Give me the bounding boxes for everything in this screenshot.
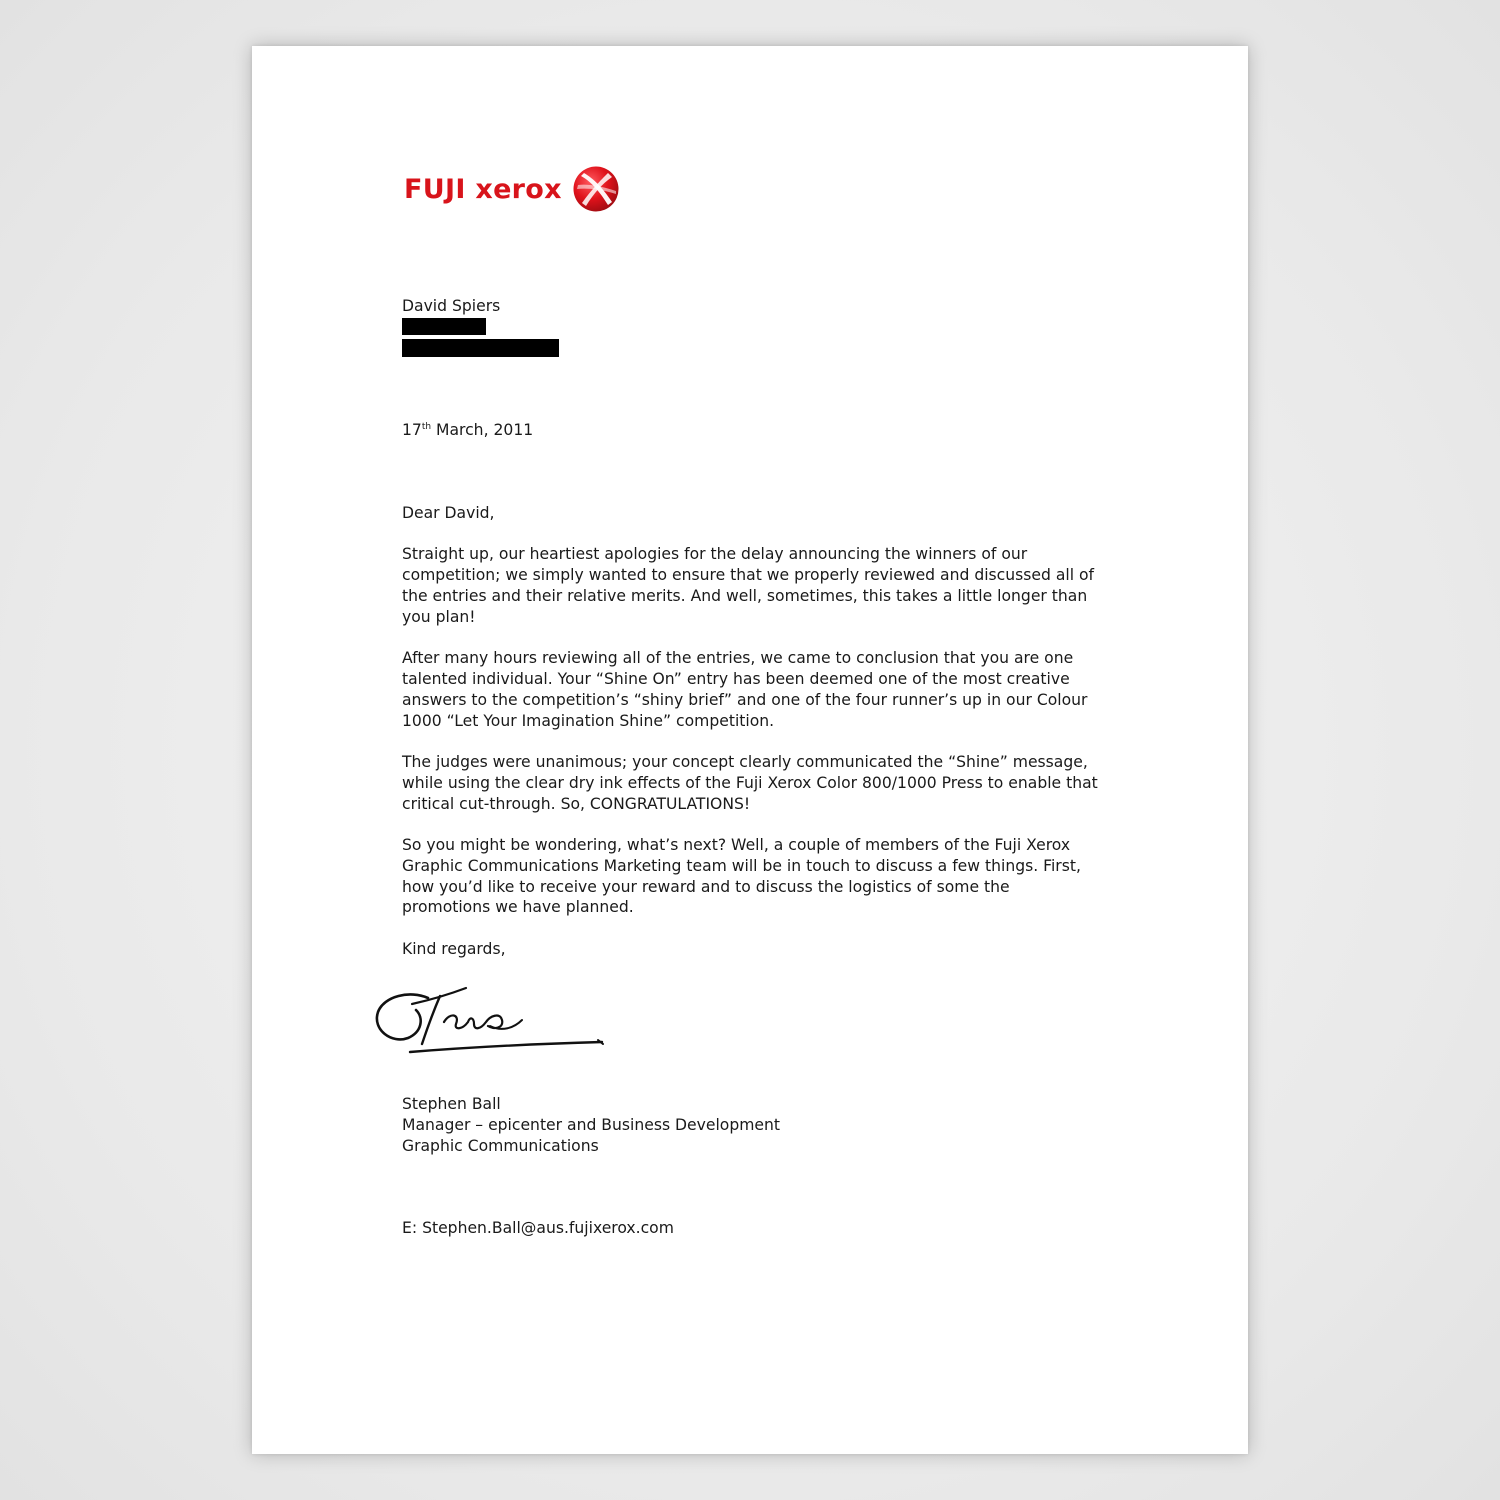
fuji-xerox-logo [404,164,620,214]
signer-name: Stephen Ball [402,1095,501,1113]
fuji-xerox-sphere-icon [572,165,620,213]
redacted-address-line [402,339,559,357]
date-suffix: th [421,421,432,432]
paragraph: The judges were unanimous; your concept clearly communicated the “Shine” message, while using the clear dry ink effects of the Fuji Xerox Color 800/1000 Press to enable that critical cut-through. So, CONGRATULATIONS! [402,752,1098,813]
signer-block [402,1094,780,1156]
recipient-address [402,296,559,357]
handwritten-signature [370,982,610,1072]
letter-date: 17th March, 2011 [402,421,534,439]
redacted-address-line [402,318,486,335]
signer-department: Graphic Communications [402,1136,599,1155]
salutation: Dear David, [402,504,495,522]
closing: Kind regards, [402,939,506,958]
paragraph: After many hours reviewing all of the entries, we came to conclusion that you are one talented individual. Your “Shine On” entry has been deemed one of the most creative answers to the competition’s “shiny brief” and one of the four runner’s up in our Colour 1000 “Let Your Imagination Shine” competition. [402,649,1088,730]
signer-title: Manager – epicenter and Business Development [402,1115,781,1134]
letter-body [402,503,1102,980]
paragraph: Straight up, our heartiest apologies for the delay announcing the winners of our competition; we simply wanted to ensure that we properly reviewed and discussed all of the entries and their relative merits. And well, sometimes, this takes a little longer than you plan! [402,545,1095,626]
signer-email[interactable]: E: Stephen.Ball@aus.fujixerox.com [402,1219,674,1237]
logo-wordmark: FUJI xerox [404,173,562,205]
letter-page [252,46,1248,1454]
recipient-name: David Spiers [402,297,501,315]
paragraph: So you might be wondering, what’s next? Well, a couple of members of the Fuji Xerox Graphic Communications Marketing team will be in touch to discuss a few things. First, how you’d like to receive your reward and to discuss the logistics of some the promotions we have planned. [402,835,1081,917]
